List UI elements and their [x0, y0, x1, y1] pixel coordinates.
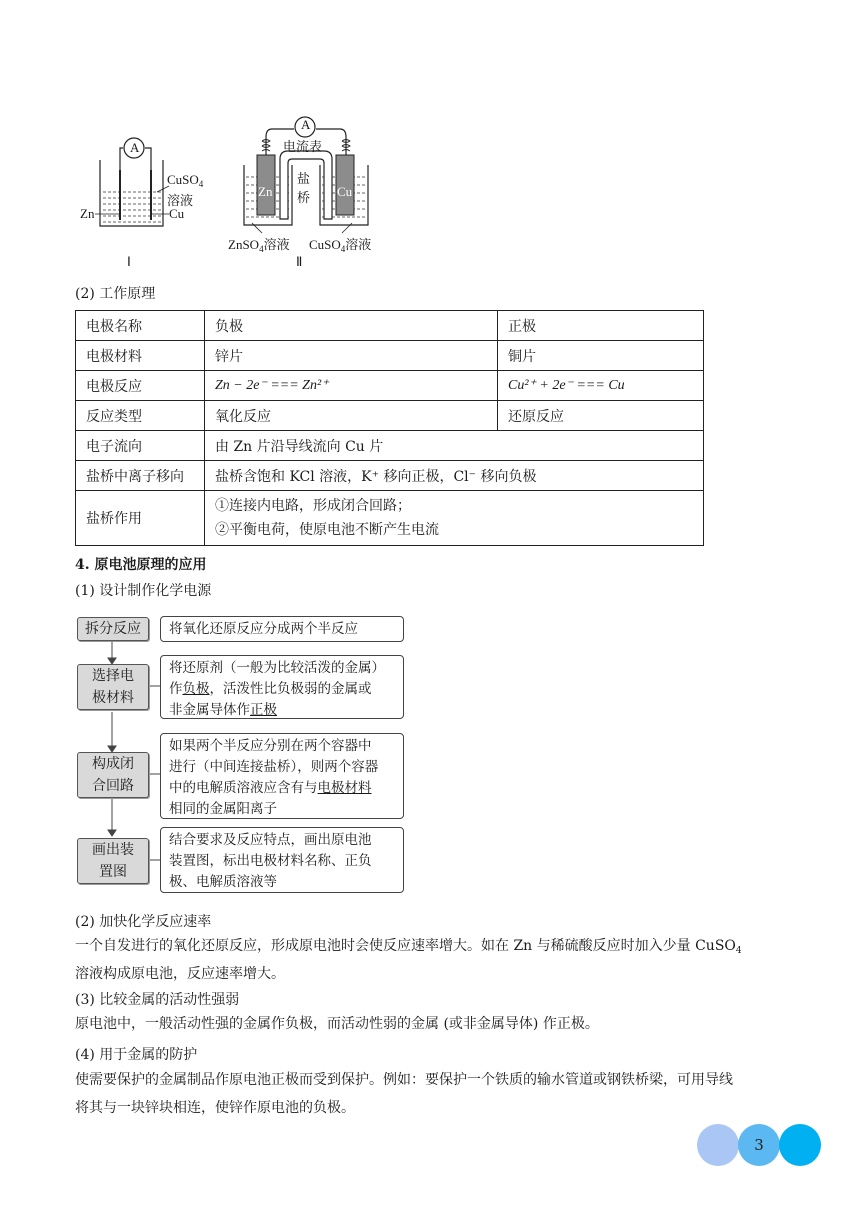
salt-bridge-label-2: 桥	[297, 190, 311, 205]
ammeter-label-2: A	[301, 117, 311, 132]
table-cell: 盐桥中离子移向	[76, 461, 205, 491]
step-line: 极材料	[92, 690, 134, 706]
step-line: 构成闭	[92, 756, 134, 772]
table-row	[76, 431, 704, 461]
table-cell: Cu²⁺ + 2e⁻ === Cu	[498, 371, 704, 401]
salt-bridge-label-1: 盐	[297, 171, 311, 186]
flow-step-circuit	[77, 752, 149, 798]
note-line: 将还原剂（一般为比较活泼的金属）	[169, 660, 385, 676]
table-cell: 由 Zn 片沿导线流向 Cu 片	[205, 431, 704, 461]
page-number: 3	[754, 1136, 764, 1154]
flow-note-split: 将氧化还原反应分成两个半反应	[160, 616, 404, 642]
znso4-subscript: 4	[259, 244, 264, 254]
note-underline: 电极材料	[317, 780, 372, 796]
note-text: 中的电解质溶液应含有与	[169, 780, 318, 796]
table-cell: 盐桥作用	[76, 491, 205, 546]
table-cell	[205, 491, 704, 546]
table-cell: 还原反应	[498, 401, 704, 431]
note-line: 相同的金属阳离子	[169, 801, 277, 817]
cuso4-label	[309, 234, 371, 253]
note-line: 结合要求及反应特点，画出原电池	[169, 832, 372, 848]
note-text: ，活泼性比负极弱的金属或	[209, 681, 372, 697]
working-principle-table	[75, 310, 704, 546]
note-line: 极、电解质溶液等	[169, 874, 277, 890]
section-4-3-body: 原电池中，一般活动性强的金属作负极，而活动性弱的金属 (或非金属导体) 作正极。	[75, 1016, 599, 1032]
solution-subscript: 4	[198, 179, 204, 189]
flow-note-electrode	[160, 655, 404, 719]
note-line: 如果两个半反应分别在两个容器中	[169, 738, 372, 754]
solution-word-1: 溶液	[167, 193, 194, 208]
flow-step-split: 拆分反应	[77, 617, 149, 641]
section-4-4-body	[75, 1066, 795, 1122]
cu-label-2: Cu	[337, 184, 353, 199]
section-2-heading: (2) 工作原理	[75, 286, 156, 302]
note-line	[169, 700, 395, 721]
section-4-1-heading: (1) 设计制作化学电源	[75, 583, 212, 599]
ammeter-name: 电流表	[283, 139, 323, 154]
solution-formula: CuSO	[167, 172, 199, 187]
step-line: 选择电	[92, 668, 134, 684]
table-cell: Zn − 2e⁻ === Zn²⁺	[205, 371, 498, 401]
znso4-label	[228, 234, 290, 253]
table-cell: 锌片	[205, 341, 498, 371]
paragraph-line	[75, 932, 795, 960]
salt-bridge-role-1: ①连接内电路，形成闭合回路；	[215, 498, 411, 514]
table-cell: 盐桥含饱和 KCl 溶液，K⁺ 移向正极，Cl⁻ 移向负极	[205, 461, 704, 491]
table-cell: 电极材料	[76, 341, 205, 371]
section-4-heading: 4. 原电池原理的应用	[75, 557, 207, 573]
table-row	[76, 491, 704, 546]
note-text: 作	[169, 681, 183, 697]
note-line: 装置图，标出电极材料名称、正负	[169, 853, 372, 869]
cu-label-1: Cu	[169, 206, 185, 221]
note-line	[169, 778, 395, 799]
cuso4-formula: CuSO	[309, 237, 341, 252]
note-line	[169, 679, 395, 700]
paragraph-line: 将其与一块锌块相连，使锌作原电池的负极。	[75, 1100, 355, 1116]
cuso4-subscript: 4	[340, 244, 346, 254]
flow-step-draw	[77, 838, 149, 884]
znso4-tail: 溶液	[263, 237, 290, 252]
solution-label-1	[167, 172, 203, 188]
table-cell: 反应类型	[76, 401, 205, 431]
footer-circle-1	[697, 1124, 739, 1166]
step-line: 置图	[99, 864, 127, 880]
step-line: 合回路	[92, 778, 134, 794]
table-cell: 氧化反应	[205, 401, 498, 431]
ammeter-label-1: A	[130, 140, 140, 155]
note-text: 非金属导体作	[169, 702, 250, 718]
note-underline: 负极	[182, 681, 210, 697]
cuso4-tail: 溶液	[345, 237, 372, 252]
paragraph-text: 一个自发进行的氧化还原反应，形成原电池时会使反应速率增大。如在 Zn 与稀硫酸反应时加入少量 CuSO	[75, 938, 736, 954]
paragraph-line: 溶液构成原电池，反应速率增大。	[75, 966, 285, 982]
table-cell: 负极	[205, 311, 498, 341]
znso4-formula: ZnSO	[228, 237, 260, 252]
table-cell: 电极名称	[76, 311, 205, 341]
note-underline: 正极	[250, 702, 277, 718]
paragraph-subscript: 4	[735, 946, 742, 956]
table-cell: 电子流向	[76, 431, 205, 461]
flow-note-circuit	[160, 733, 404, 819]
zn-label-2: Zn	[258, 184, 273, 199]
section-4-2-heading: (2) 加快化学反应速率	[75, 914, 212, 930]
table-cell: 铜片	[498, 341, 704, 371]
table-row	[76, 311, 704, 341]
salt-bridge-role-2: ②平衡电荷，使原电池不断产生电流	[215, 522, 439, 538]
table-row	[76, 341, 704, 371]
figure-2-caption: Ⅱ	[296, 254, 303, 269]
table-row	[76, 371, 704, 401]
figure-1-caption: Ⅰ	[127, 254, 131, 269]
zn-label-1: Zn	[80, 206, 95, 221]
galvanic-cell-figure-1	[75, 130, 225, 270]
section-4-4-heading: (4) 用于金属的防护	[75, 1047, 198, 1063]
paragraph-line: 使需要保护的金属制品作原电池正极而受到保护。例如：要保护一个铁质的输水管道或钢铁桥梁，可用导线	[75, 1072, 733, 1088]
flow-step-electrode	[77, 664, 149, 710]
table-cell: 电极反应	[76, 371, 205, 401]
section-4-3-heading: (3) 比较金属的活动性强弱	[75, 992, 240, 1008]
table-row	[76, 401, 704, 431]
table-row	[76, 461, 704, 491]
note-line: 进行（中间连接盐桥），则两个容器	[169, 759, 379, 775]
section-4-2-body	[75, 932, 795, 988]
table-cell: 正极	[498, 311, 704, 341]
footer-circle-3	[779, 1124, 821, 1166]
step-line: 画出装	[92, 842, 134, 858]
flow-note-draw	[160, 827, 404, 893]
